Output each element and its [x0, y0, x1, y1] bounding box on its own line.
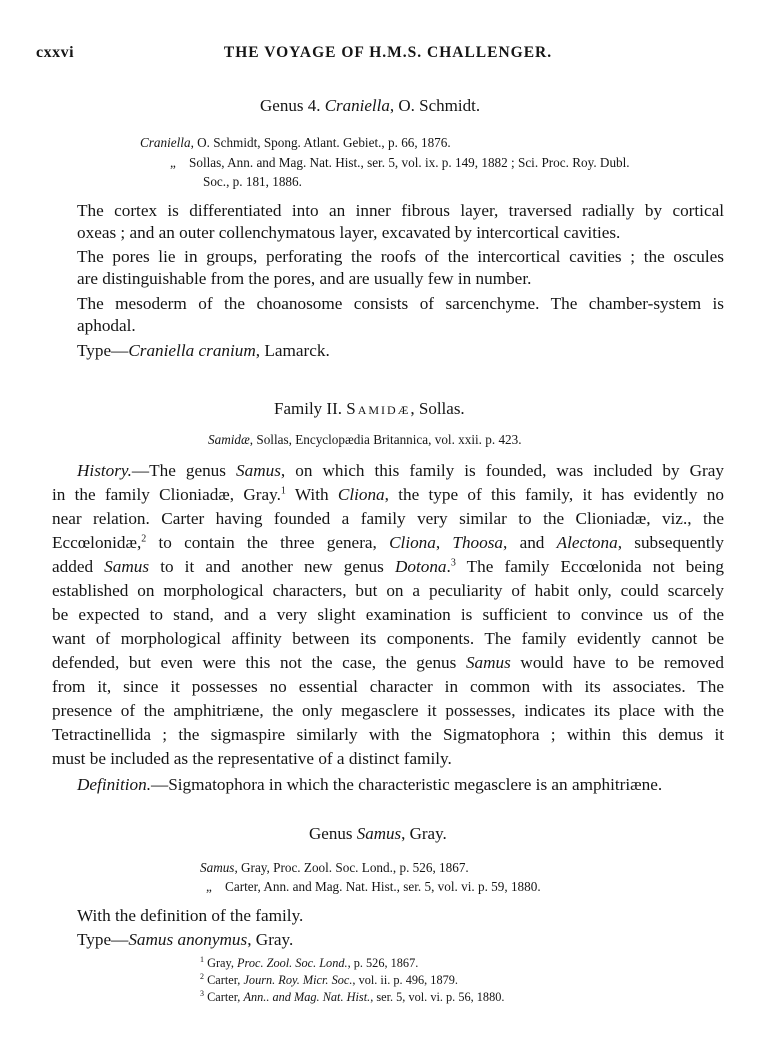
history-line: must be included as the representative of a distinct family. — [52, 749, 452, 768]
genus-samus-definition: With the definition of the family. — [77, 906, 304, 925]
genus-4-text-line: aphodal. — [77, 316, 136, 335]
genus-4-type: Type—Craniella cranium, Lamarck. — [77, 341, 330, 360]
genus-4-text-line: are distinguishable from the pores, and are usually few in number. — [77, 269, 532, 288]
history-line: added Samus to it and another new genus Dotona.$^3$ The family Eccœlonida not being — [52, 557, 724, 576]
genus-4-reference: Craniella, O. Schmidt, Spong. Atlant. Gebiet., p. 66, 1876. — [140, 135, 451, 150]
genus-samus-type: Type—Samus anonymus, Gray. — [77, 930, 294, 949]
history-line: in the family Clioniadæ, Gray.$^1$ With Cliona, the type of this family, it has evidently no — [52, 485, 724, 504]
running-title: THE VOYAGE OF H.M.S. CHALLENGER. — [223, 44, 553, 61]
genus-4-text-line: The mesoderm of the choanosome consists of sarcenchyme. The chamber-system is — [77, 294, 724, 313]
history-line: Eccœlonidæ,$^2$ to contain the three genera, Cliona, Thoosa, and Alectona, subsequently — [52, 533, 724, 552]
history-line: want of morphological affinity between its components. The family evidently cannot be — [52, 629, 724, 648]
history-line: near relation. Carter having founded a family very similar to the Clioniadæ, viz., the — [52, 509, 724, 528]
history-line: defended, but even were this not the case, the genus Samus would have to be removed — [52, 653, 725, 672]
genus-samus-reference: „ Carter, Ann. and Mag. Nat. Hist., ser. 5, vol. vi. p. 59, 1880. — [206, 879, 541, 894]
family-2-reference: Samidæ, Sollas, Encyclopædia Britannica, vol. xxii. p. 423. — [208, 432, 522, 447]
history-line: established on morphological characters, but on a peculiarity of habit only, could scarcely — [52, 581, 724, 600]
family-2-heading: Family II. Samidæ, Sollas. — [274, 399, 465, 418]
genus-samus-heading: Genus Samus, Gray. — [309, 824, 447, 843]
footnote: $^3$ Carter, Ann.. and Mag. Nat. Hist., ser. 5, vol. vi. p. 56, 1880. — [200, 989, 505, 1005]
genus-samus-reference: Samus, Gray, Proc. Zool. Soc. Lond., p. 526, 1867. — [200, 860, 469, 875]
genus-4-reference: „ Sollas, Ann. and Mag. Nat. Hist., ser. 5, vol. ix. p. 149, 1882 ; Sci. Proc. Roy. Dubl. — [170, 155, 630, 170]
footnote: $^1$ Gray, Proc. Zool. Soc. Lond., p. 526, 1867. — [200, 955, 419, 971]
footnote: $^2$ Carter, Journ. Roy. Micr. Soc., vol. ii. p. 496, 1879. — [200, 972, 458, 988]
history-line: presence of the amphitriæne, the only megasclere it possesses, indicates its place with the — [52, 701, 724, 720]
history-line: be expected to stand, and a very slight examination is sufficient to convince us of the — [52, 605, 724, 624]
genus-4-text-line: oxeas ; and an outer collenchymatous layer, excavated by intercortical cavities. — [77, 223, 621, 242]
history-line: Tetractinellida ; the sigmaspire similarly with the Sigmatophora ; within this demus it — [52, 725, 724, 744]
family-2-definition: Definition.—Sigmatophora in which the characteristic megasclere is an amphitriæne. — [77, 775, 663, 794]
history-line: History.—The genus Samus, on which this family is founded, was included by Gray — [77, 461, 724, 480]
genus-4-text-line: The cortex is differentiated into an inner fibrous layer, traversed radially by cortical — [77, 201, 724, 220]
genus-4-text-line: The pores lie in groups, perforating the roofs of the intercortical cavities ; the oscules — [77, 247, 724, 266]
page-number: cxxvi — [36, 44, 75, 61]
history-line: from it, since it possesses no essential character in common with its associates. The — [52, 677, 724, 696]
genus-4-reference: Soc., p. 181, 1886. — [203, 174, 302, 189]
genus-4-heading: Genus 4. Craniella, O. Schmidt. — [260, 96, 481, 115]
